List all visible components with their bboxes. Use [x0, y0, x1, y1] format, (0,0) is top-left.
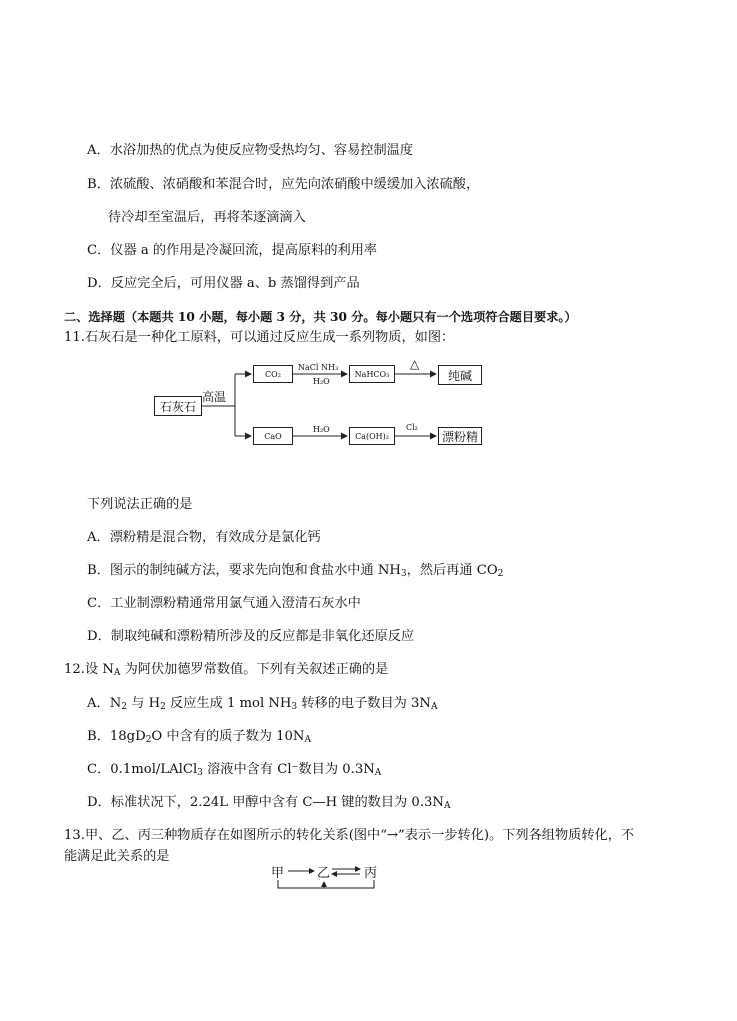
q12-stem-2: 为阿伏加德罗常数值。下列有关叙述正确的是 [120, 662, 389, 677]
section-2-header: 二、选择题（本题共 10 小题，每小题 3 分，共 30 分。每小题只有一个选项符合题目要求。） [64, 310, 577, 324]
q12-a-3: 反应生成 1 mol NH [165, 696, 292, 711]
q12-option-d [87, 794, 450, 812]
q12-a-4: 转移的电子数目为 3N [297, 696, 431, 711]
label-heat: △ [410, 357, 420, 371]
box-soda-ash: 纯碱 [438, 365, 482, 385]
label-nacl-nh3: NaCl NH₃ [298, 363, 339, 372]
q12-a-2: 与 H [127, 696, 161, 711]
q11-b-sub-3: 3 [400, 569, 407, 579]
q12-d-sub: A [443, 801, 451, 811]
q10-option-d: D．反应完全后，可用仪器 a、b 蒸馏得到产品 [87, 276, 360, 291]
q11-option-d: D．制取纯碱和漂粉精所涉及的反应都是非氧化还原反应 [87, 629, 415, 644]
label-h2o-top: H₂O [313, 377, 330, 386]
q12-b-sub1: 2 [145, 735, 152, 745]
q12-a-sub1: 2 [121, 702, 127, 712]
q12-option-b [87, 728, 311, 746]
label-cl2: Cl₂ [406, 423, 418, 432]
q11-option-a: A．漂粉精是混合物，有效成分是氯化钙 [87, 530, 321, 545]
q12-a-sub4: A [430, 702, 438, 712]
q12-stem [64, 661, 388, 679]
label-high-temp: 高温 [202, 390, 227, 404]
jia-yi-bing-diagram [270, 862, 390, 896]
q12-c-2: 溶液中含有 Cl⁻数目为 0.3N [202, 762, 375, 777]
q12-b-2: O 中含有的质子数为 10N [151, 729, 305, 744]
label-h2o-bottom: H₂O [313, 425, 330, 434]
q12-a-1: A．N [87, 696, 122, 711]
q12-stem-1: 12.设 N [64, 662, 114, 677]
q10-option-c: C．仪器 a 的作用是冷凝回流，提高原料的利用率 [87, 243, 378, 258]
box-caoh2: Ca(OH)₂ [349, 427, 395, 445]
q12-a-sub3: 3 [291, 702, 298, 712]
q13-stem-line-2: 能满足此关系的是 [64, 849, 170, 864]
q12-d-1: D．标准状况下，2.24L 甲醇中含有 C—H 键的数目为 0.3N [87, 795, 444, 810]
q12-c-sub2: A [374, 768, 382, 778]
q11-stem: 11.石灰石是一种化工原料，可以通过反应生成一系列物质，如图： [64, 330, 455, 345]
q12-a-sub2: 2 [160, 702, 166, 712]
q10-option-a: A．水浴加热的优点为使反应物受热均匀、容易控制温度 [87, 143, 414, 158]
box-nahco3: NaHCO₃ [349, 365, 395, 383]
q12-option-c [87, 761, 381, 779]
q11-prompt: 下列说法正确的是 [87, 497, 193, 512]
box-bleach: 漂粉精 [438, 427, 482, 445]
limestone-flow-diagram [150, 355, 490, 445]
q12-b-sub2: A [304, 735, 311, 745]
q11-b-text-2: ，然后再通 CO [406, 563, 498, 578]
q13-stem-line-1: 13.甲、乙、丙三种物质存在如图所示的转化关系(图中“→”表示一步转化)。下列各组物质转化，不 [64, 828, 635, 843]
q11-option-b [87, 562, 503, 580]
box-co2: CO₂ [253, 365, 293, 383]
q10-option-b-cont: 待冷却至室温后，再将苯逐滴滴入 [108, 210, 306, 225]
q12-c-sub1: 3 [197, 768, 203, 778]
q11-option-c: C．工业制漂粉精通常用氯气通入澄清石灰水中 [87, 596, 361, 611]
q11-b-text-1: B．图示的制纯碱方法，要求先向饱和食盐水中通 NH [87, 563, 401, 578]
q12-stem-sub: A [113, 668, 121, 678]
q11-b-sub-2: 2 [497, 569, 504, 579]
q12-c-1: C．0.1mol/LAlCl [87, 762, 198, 777]
box-cao: CaO [253, 427, 293, 445]
q10-option-b: B．浓硫酸、浓硝酸和苯混合时，应先向浓硝酸中缓缓加入浓硫酸， [87, 177, 480, 192]
q12-b-1: B．18gD [87, 729, 146, 744]
q12-option-a [87, 695, 437, 713]
box-limestone: 石灰石 [154, 396, 202, 416]
node-bing: 丙 [364, 866, 378, 881]
node-jia: 甲 [271, 866, 285, 881]
node-yi: 乙 [317, 866, 331, 881]
